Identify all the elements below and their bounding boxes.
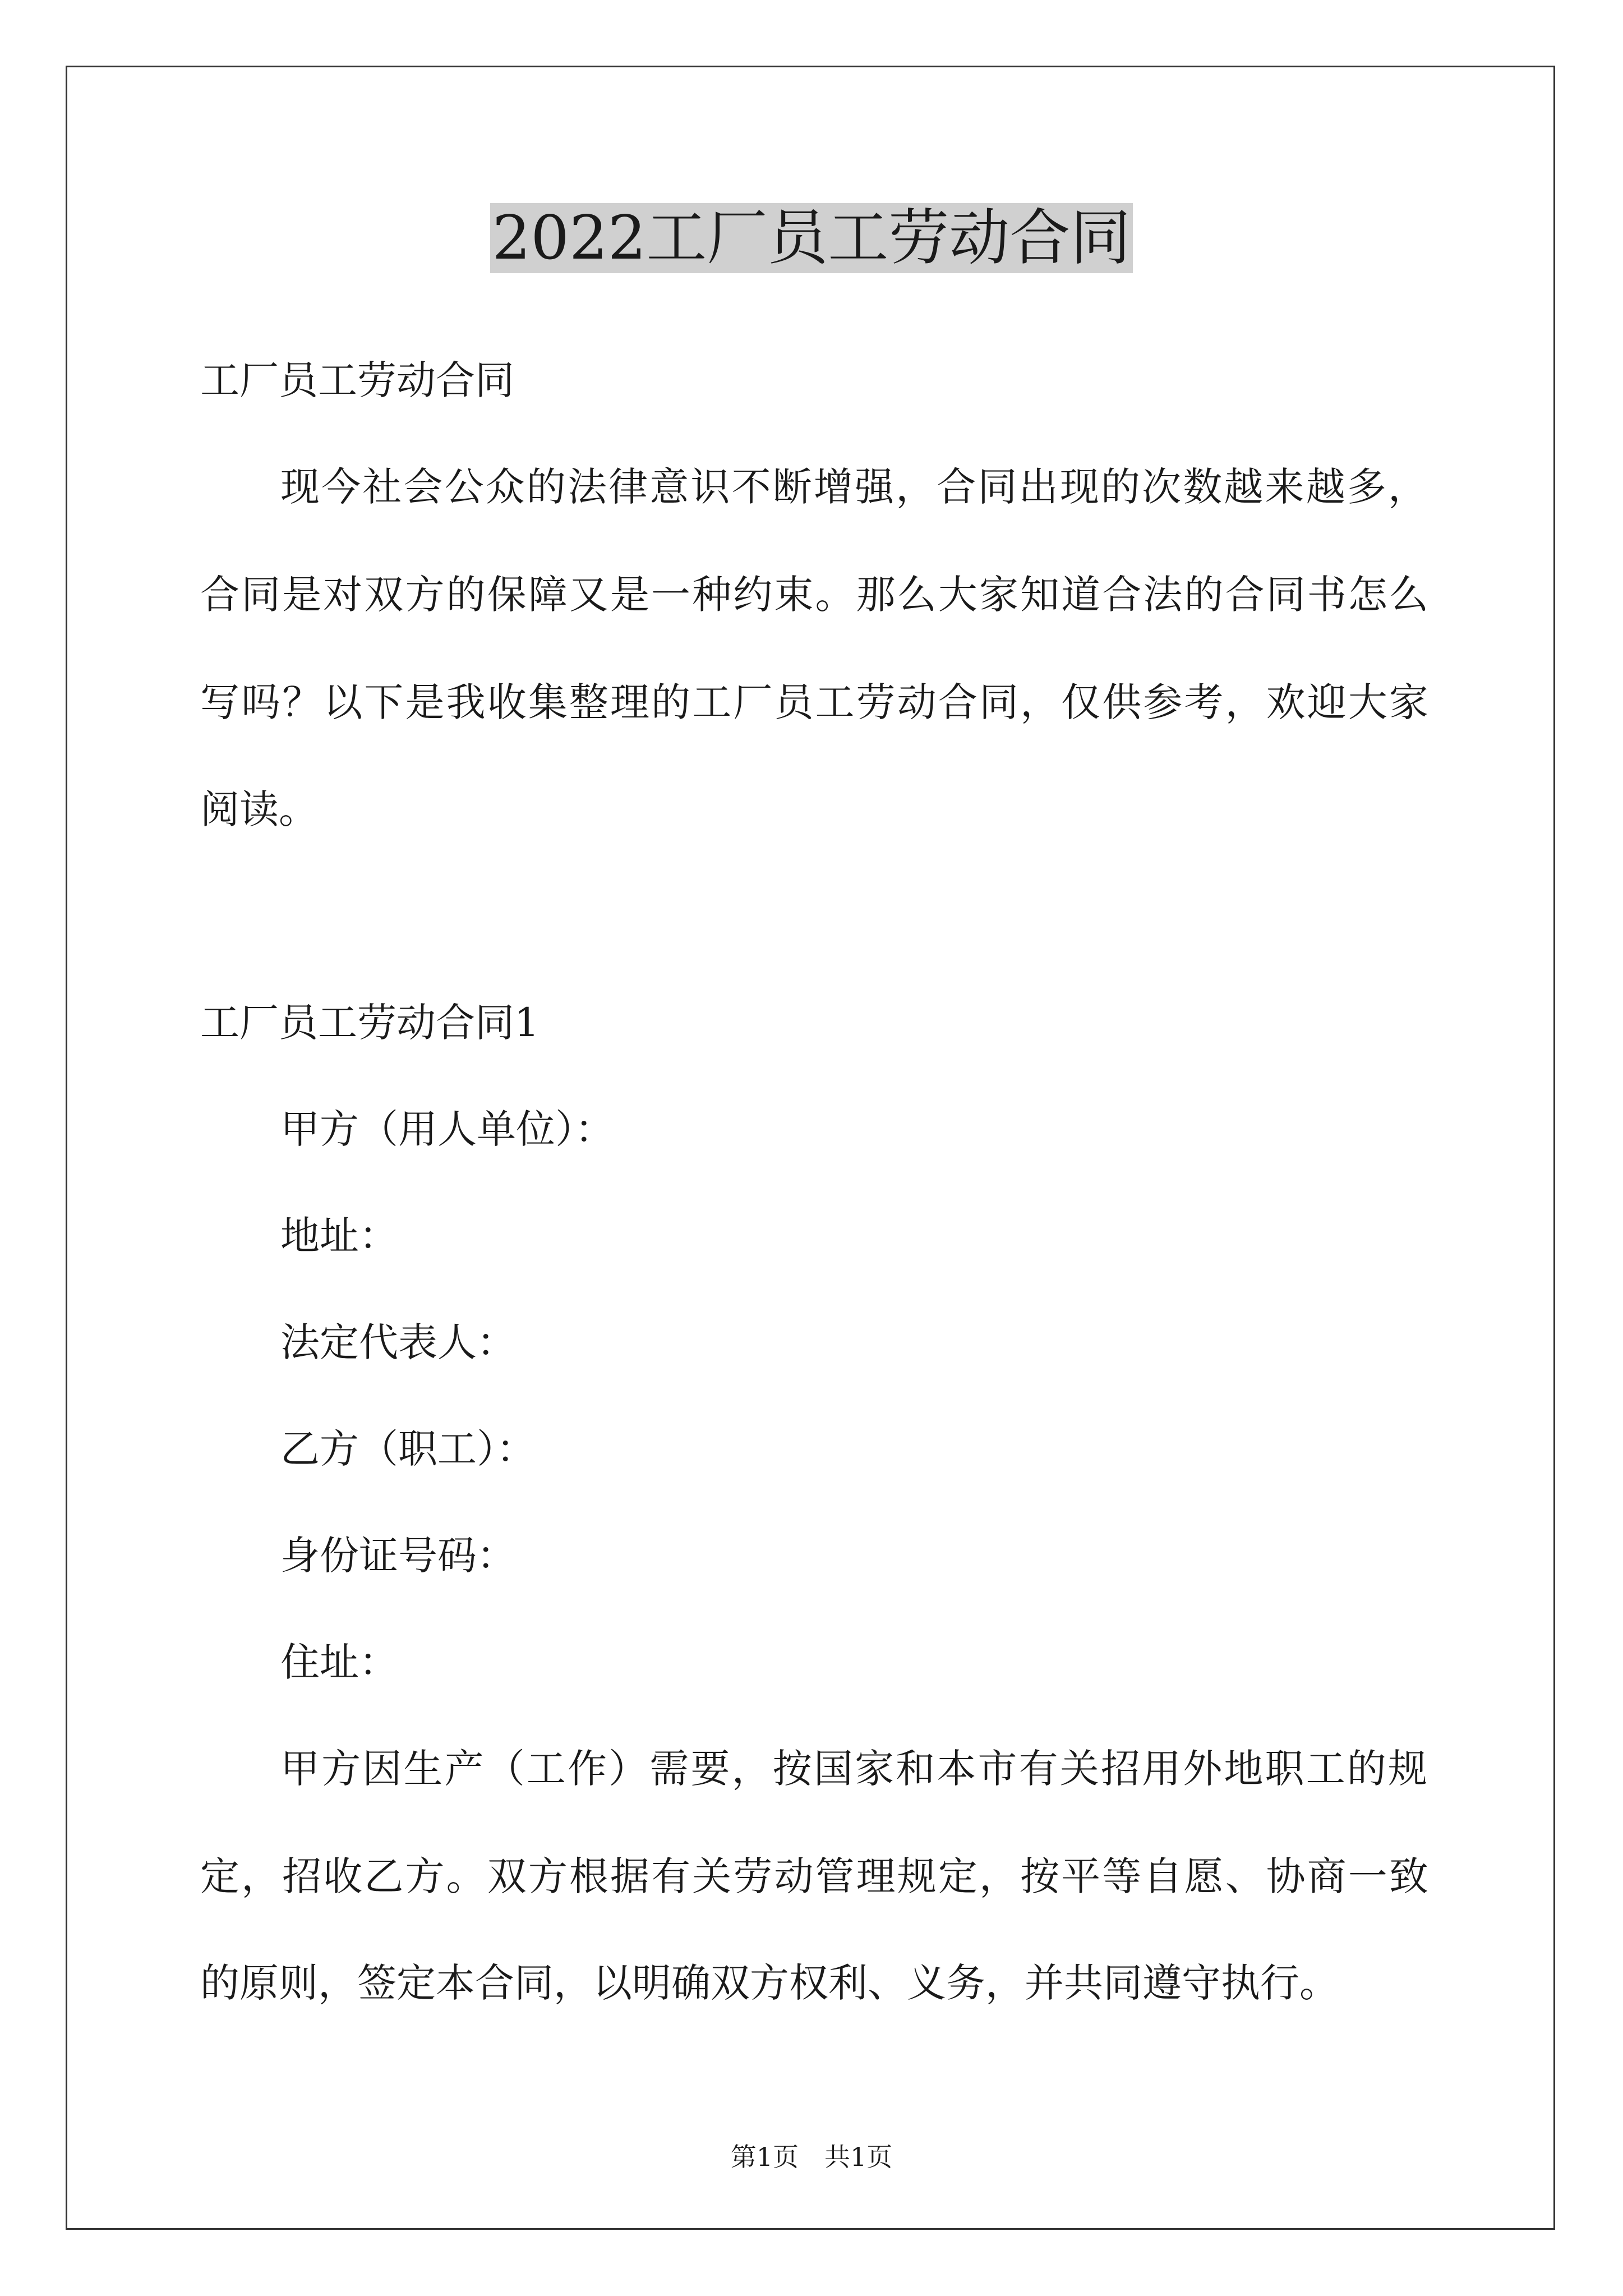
party-a-field: 甲方（用人单位）：: [280, 1106, 614, 1152]
party-b-field: 乙方（职工）：: [280, 1426, 536, 1472]
address-field: 地址：: [280, 1213, 398, 1259]
intro-line-1: 现今社会公众的法律意识不断增强，合同出现的次数越来越多，: [280, 464, 1427, 510]
legal-rep-field: 法定代表人：: [280, 1319, 516, 1365]
intro-line-2: 合同是对双方的保障又是一种约束。那么大家知道合法的合同书怎么: [200, 572, 1428, 618]
document-title: 2022工厂员工劳动合同: [0, 199, 1623, 278]
body-line-2: 定，招收乙方。双方根据有关劳动管理规定，按平等自愿、协商一致: [200, 1853, 1428, 1899]
document-subtitle: 工厂员工劳动合同: [200, 357, 514, 403]
body-line-3: 的原则，签定本合同，以明确双方权利、义务，并共同遵守执行。: [200, 1960, 1339, 2006]
intro-line-4: 阅读。: [200, 786, 318, 832]
residence-field: 住址：: [280, 1639, 398, 1685]
id-number-field: 身份证号码：: [280, 1533, 516, 1579]
section-title: 工厂员工劳动合同1: [200, 1000, 540, 1046]
body-line-1: 甲方因生产（工作）需要，按国家和本市有关招用外地职工的规: [280, 1746, 1427, 1792]
intro-line-3: 写吗？以下是我收集整理的工厂员工劳动合同，仅供参考，欢迎大家: [200, 679, 1428, 725]
page-footer: 第1页 共1页: [730, 2142, 893, 2172]
